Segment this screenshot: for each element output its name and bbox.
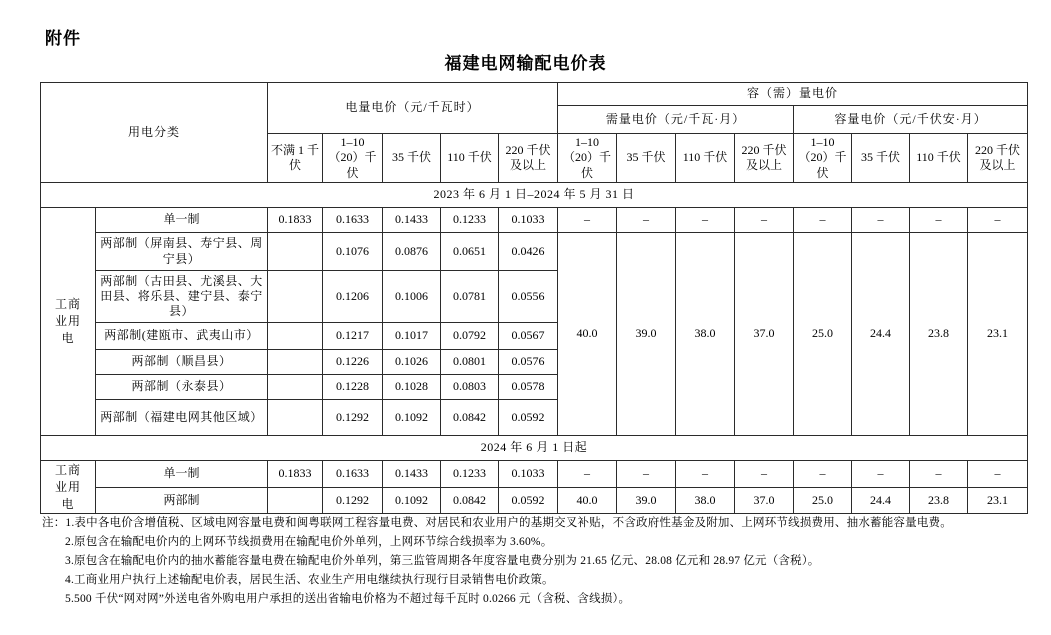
cell-demand-price: – xyxy=(676,208,735,233)
header-voltage: 220 千伏及以上 xyxy=(735,134,794,183)
cell-empty xyxy=(268,233,323,271)
header-voltage: 220 千伏及以上 xyxy=(968,134,1028,183)
row-label: 两部制（顺昌县） xyxy=(96,350,268,375)
cell-capacity-price: 23.1 xyxy=(968,487,1028,514)
cell-demand-price: – xyxy=(617,208,676,233)
note-text: 1.表中各电价含增值税、区域电网容量电费和闽粤联网工程容量电费、对居民和农业用户的基期交叉补贴，不含政府性基金及附加、上网环节线损费用、抽水蓄能容量电费。 xyxy=(65,517,952,529)
cell-energy-price: 0.0801 xyxy=(441,350,499,375)
row-label: 两部制(建瓯市、武夷山市） xyxy=(96,323,268,350)
cell-energy-price: 0.1833 xyxy=(268,208,323,233)
note-line-1 xyxy=(42,514,1022,533)
cell-energy-price: 0.0556 xyxy=(499,271,558,323)
header-energy-group: 电量电价（元/千瓦时） xyxy=(268,83,558,134)
note-line-4: 4.工商业用户执行上述输配电价表，居民生活、农业生产用电继续执行现行目录销售电价政策。 xyxy=(65,574,554,586)
header-voltage: 1–10（20）千伏 xyxy=(794,134,852,183)
cell-energy-price: 0.0576 xyxy=(499,350,558,375)
cell-demand-price: – xyxy=(735,461,794,488)
header-voltage: 35 千伏 xyxy=(852,134,910,183)
cell-capacity-price: – xyxy=(968,461,1028,488)
cell-empty xyxy=(268,323,323,350)
header-voltage: 110 千伏 xyxy=(910,134,968,183)
cell-energy-price: 0.0876 xyxy=(383,233,441,271)
category-cell xyxy=(41,461,96,514)
cell-energy-price: 0.0803 xyxy=(441,375,499,400)
header-demand-group: 需量电价（元/千瓦·月） xyxy=(558,106,794,134)
cell-energy-price: 0.1026 xyxy=(383,350,441,375)
cell-demand-price: 39.0 xyxy=(617,487,676,514)
cell-demand-price: 38.0 xyxy=(676,487,735,514)
cell-energy-price: 0.1292 xyxy=(323,487,383,514)
row-label: 两部制（屏南县、寿宁县、周宁县） xyxy=(96,233,268,271)
cell-energy-price: 0.0578 xyxy=(499,375,558,400)
header-voltage: 35 千伏 xyxy=(617,134,676,183)
cell-capacity-price: 25.0 xyxy=(794,233,852,436)
cell-energy-price: 0.0567 xyxy=(499,323,558,350)
cell-demand-price: – xyxy=(617,461,676,488)
cell-energy-price: 0.0592 xyxy=(499,487,558,514)
category-label: 工商业用电 xyxy=(55,297,82,345)
cell-energy-price: 0.1206 xyxy=(323,271,383,323)
cell-energy-price: 0.1217 xyxy=(323,323,383,350)
cell-capacity-price: 23.1 xyxy=(968,233,1028,436)
note-line-5: 5.500 千伏“网对网”外送电省外购电用户承担的送出省输电价格为不超过每千瓦时 0.0266 元（含税、含线损）。 xyxy=(65,593,631,605)
cell-energy-price: 0.0842 xyxy=(441,400,499,436)
cell-energy-price: 0.1633 xyxy=(323,461,383,488)
cell-energy-price: 0.1092 xyxy=(383,400,441,436)
header-voltage: 不满 1 千伏 xyxy=(268,134,323,183)
header-capacity-group: 容量电价（元/千伏安·月） xyxy=(794,106,1028,134)
cell-energy-price: 0.1226 xyxy=(323,350,383,375)
row-label: 两部制 xyxy=(96,487,268,514)
cell-demand-price: – xyxy=(676,461,735,488)
cell-capacity-price: – xyxy=(910,208,968,233)
header-voltage: 1–10（20）千伏 xyxy=(558,134,617,183)
row-label: 两部制（古田县、尤溪县、大田县、将乐县、建宁县、泰宁县） xyxy=(96,271,268,323)
header-voltage: 1–10（20）千伏 xyxy=(323,134,383,183)
cell-demand-price: – xyxy=(735,208,794,233)
cell-energy-price: 0.0592 xyxy=(499,400,558,436)
cell-empty xyxy=(268,487,323,514)
cell-demand-price: – xyxy=(558,208,617,233)
cell-capacity-price: – xyxy=(794,461,852,488)
header-capacity-demand-group: 容（需）量电价 xyxy=(558,83,1028,106)
cell-empty xyxy=(268,400,323,436)
note-line-2: 2.原包含在输配电价内的上网环节线损费用在输配电价外单列，上网环节综合线损率为 3.60%。 xyxy=(65,536,553,548)
cell-demand-price: 37.0 xyxy=(735,487,794,514)
cell-capacity-price: 23.8 xyxy=(910,233,968,436)
cell-capacity-price: – xyxy=(968,208,1028,233)
attachment-label: 附件 xyxy=(45,29,81,48)
cell-energy-price: 0.1633 xyxy=(323,208,383,233)
cell-energy-price: 0.0651 xyxy=(441,233,499,271)
cell-demand-price: 40.0 xyxy=(558,487,617,514)
cell-energy-price: 0.1433 xyxy=(383,208,441,233)
page-title: 福建电网输配电价表 xyxy=(444,54,607,73)
cell-energy-price: 0.1092 xyxy=(383,487,441,514)
cell-capacity-price: – xyxy=(852,461,910,488)
cell-capacity-price: – xyxy=(852,208,910,233)
cell-demand-price: 39.0 xyxy=(617,233,676,436)
cell-empty xyxy=(268,375,323,400)
category-cell xyxy=(41,208,96,436)
cell-demand-price: 40.0 xyxy=(558,233,617,436)
cell-energy-price: 0.0842 xyxy=(441,487,499,514)
cell-energy-price: 0.1033 xyxy=(499,461,558,488)
cell-energy-price: 0.1233 xyxy=(441,208,499,233)
cell-demand-price: – xyxy=(558,461,617,488)
row-label: 单一制 xyxy=(96,208,268,233)
date-range-2023: 2023 年 6 月 1 日–2024 年 5 月 31 日 xyxy=(41,183,1028,208)
cell-demand-price: 38.0 xyxy=(676,233,735,436)
cell-energy-price: 0.1028 xyxy=(383,375,441,400)
cell-capacity-price: – xyxy=(794,208,852,233)
cell-capacity-price: 25.0 xyxy=(794,487,852,514)
price-table xyxy=(40,82,1028,514)
cell-energy-price: 0.1076 xyxy=(323,233,383,271)
cell-energy-price: 0.1033 xyxy=(499,208,558,233)
notes-block xyxy=(42,514,1022,609)
notes-prefix: 注： xyxy=(42,517,66,529)
cell-energy-price: 0.0781 xyxy=(441,271,499,323)
header-voltage: 110 千伏 xyxy=(441,134,499,183)
cell-capacity-price: 24.4 xyxy=(852,487,910,514)
row-label: 两部制（福建电网其他区域） xyxy=(96,400,268,436)
cell-energy-price: 0.1233 xyxy=(441,461,499,488)
header-voltage: 220 千伏及以上 xyxy=(499,134,558,183)
cell-energy-price: 0.1292 xyxy=(323,400,383,436)
note-line-3: 3.原包含在输配电价内的抽水蓄能容量电费在输配电价外单列，第三监管周期各年度容量电费分别为 21.65 亿元、28.08 亿元和 28.97 亿元（含税）。 xyxy=(65,555,820,567)
cell-demand-price: 37.0 xyxy=(735,233,794,436)
row-label: 单一制 xyxy=(96,461,268,488)
cell-energy-price: 0.0426 xyxy=(499,233,558,271)
cell-capacity-price: – xyxy=(910,461,968,488)
cell-empty xyxy=(268,271,323,323)
row-label: 两部制（永泰县） xyxy=(96,375,268,400)
cell-energy-price: 0.1833 xyxy=(268,461,323,488)
cell-energy-price: 0.0792 xyxy=(441,323,499,350)
cell-energy-price: 0.1228 xyxy=(323,375,383,400)
header-voltage: 35 千伏 xyxy=(383,134,441,183)
header-voltage: 110 千伏 xyxy=(676,134,735,183)
cell-capacity-price: 23.8 xyxy=(910,487,968,514)
cell-capacity-price: 24.4 xyxy=(852,233,910,436)
date-range-2024: 2024 年 6 月 1 日起 xyxy=(41,436,1028,461)
cell-energy-price: 0.1017 xyxy=(383,323,441,350)
cell-energy-price: 0.1006 xyxy=(383,271,441,323)
cell-empty xyxy=(268,350,323,375)
category-label: 工商业用电 xyxy=(55,463,82,511)
header-classification: 用电分类 xyxy=(41,83,268,183)
cell-energy-price: 0.1433 xyxy=(383,461,441,488)
